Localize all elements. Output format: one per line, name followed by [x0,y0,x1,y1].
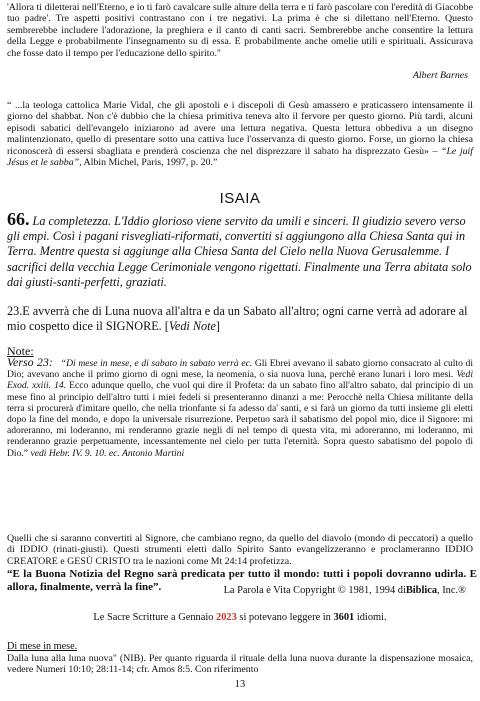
vedi-note-link[interactable]: Vedi Note [168,319,216,334]
vidal-book-title: “Le juif Jésus et le sabba” [7,145,473,169]
note-body-1: Gli Ebrei avevano il sabato giorno consacrato al culto di Dio; avevano anche il primo giorno di ogni mese, la neomenia, o sia nuova luna, perchè erano lunari i loro mesi. [7,358,473,381]
scripture-suffix: idiomi. [354,612,387,623]
intro-paragraph: 'Allora ti diletterai nell'Eterno, e io ti farò cavalcare sulle alture della terra e ti farò pascolare con l'eredità di Giacobbe tuo padre'. Tre aspetti positivi contrastano con i tre negativi. La prima è che si dilettano nell'Eterno. Questo sembrerebbe includere l'adorazione, la preghiera e il canto di canti sacri. Sembrerebbe anche consentire la lettura della Legge e probabilmente l'insegnamento su di essa. E probabilmente anche omelie utili e spirituali. Assicurava che fosse dato il tempo per l'educazione dello spirito." [7,2,473,59]
scripture-count: 3601 [333,612,355,623]
commentary-paragraph: Quelli che si saranno convertiti al Signore, che cambiano regno, da quello del diavolo (mondo di peccatori) a quello di IDDIO (rinati-giusti). Questi strumenti eletti dallo Spirito Santo evangelizzeranno e proclameranno IDDIO CREATORE e GESÙ CRISTO tra le nazioni come Mt 24:14 profetizza. [7,533,473,567]
scripture-middle: si potevano leggere in [236,612,334,623]
note-ref-hebr: vedi Hebr. IV. 9. 10. ec. Antonio Martini [30,447,185,459]
scripture-year: 2023 [216,612,237,623]
note-heading: Note: [7,344,34,358]
scripture-stat [0,612,480,623]
page-number: 13 [234,679,246,690]
di-mese-heading: Di mese in mese. [7,641,78,652]
vidal-source: , Albin Michel, Paris, 1997, p. 20.” [79,157,218,169]
note-quote: “Di mese in mese, e di sabato in sabato verrà ec. [60,358,253,369]
verse-23-text: 23.E avverrà che di Luna nuova all'altra e da un Sabato all'altro; ogni carne verrà ad adorare al mio cospetto dice il SIGNORE. [ [7,304,468,334]
note-body-2: Ecco adunque quello, che vuol qui dire il Profeta: da un sabato fino all'altro sabato, dal principio di un mese fino al principio dell'altro tutti i miei fedeli si presenteranno dinanzi a me: Perocchè nella Chiesa militante della terra si procurerà d'imitare quello, che nella trionfante si fa adesso da' santi, e si farà un giorno da tutti insieme gli eletti dopo la fine del mondo, e dopo la universale risurrezione. Perpetuo sarà il sabatismo del popol mio, dice il Signore: mi adoreranno, mi loderanno, mi renderanno grazie negli di nel tempo di questa vita, mi adoreranno, mi loderanno, mi renderanno grazie perpetuamente, incessantemente nel cielo per tutta l'eternità. Sopra questo sabatismo del popolo di Dio.” [7,380,474,459]
verse-66-text: La completezza. L'Iddio glorioso viene servito da umili e sinceri. Il giudizio severo verso gli empi. Così i pagani risvegliati-riformati, convertiti si aggiungono alla Chiesa Santa qui in Terra. Mentre questa si aggiunge alla Chiesa Santa del Cielo nella Nuova Gerusalemme. I sacrifici della vecchia Legge Cerimoniale vengono rigettati. Finalmente una Terra abitata solo dai giusti-santi-perfetti, graziati. [7,214,472,289]
verse-66-number: 66. [7,209,30,229]
note-paragraph [7,357,473,459]
verse-23-close: ] [215,319,220,334]
scripture-prefix: Le Sacre Scritture a Gennaio [93,612,217,623]
dalla-paragraph: Dalla luna alla luna nuova" (NIB). Per quanto riguarda il rituale della luna nuova durante la dispensazione mosaica, vedere Numeri 10:10; 28:11-14; cfr. Amos 8:5. Con riferimento [7,653,473,676]
copyright-prefix: La Parola è Vita Copyright © 1981, 1994 di [223,585,406,596]
vidal-quote-text: “ ...la teologa cattolica Marie Vidal, che gli apostoli e i discepoli di Gesù amassero e praticassero intensamente il giorno del shabbat. Non c'è dubbio che la chiesa primitiva teneva alto il fervore per questo giorno. Più tardi, alcuni episodi sabatici dell'evangelo iniziarono ad avere una lettura negativa. Questa lettura obbediva a un disegno malintenzionato, quello di presentare sotto una cattiva luce l'osservanza di questo giorno. Forse, un giorno la chiesa riconoscerà di essersi sbagliata e prenderà coscienza che nel disprezzare il sabato ha disprezzato Gesù» – [7,100,473,157]
closing-quote: “E la Buona Notizia del Regno sarà predicata per tutto il mondo: tutti i popoli dovranno udirla. E allora, finalmente, verrà la fine”. [7,568,477,593]
note-ref-exod: Vedi Exod. xxiii. 14. [7,369,473,392]
copyright-brand: Biblica [405,585,438,596]
section-title: ISAIA [219,190,261,207]
intro-attribution: Albert Barnes [412,70,468,81]
verse-66 [7,209,477,290]
vidal-quote [7,100,473,168]
copyright-suffix: , Inc.® [437,585,466,596]
verse-23 [7,304,477,334]
copyright-line [224,585,466,596]
note-verse-label: Verso 23: [7,355,53,369]
